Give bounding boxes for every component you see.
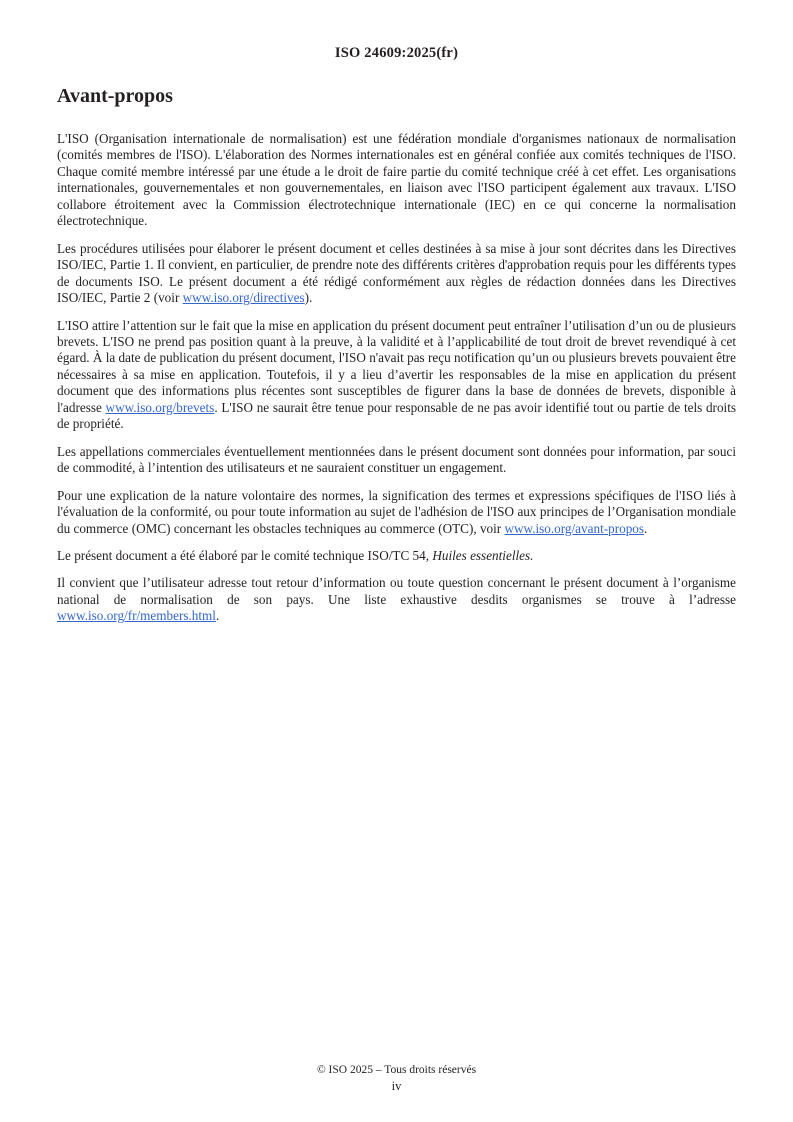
copyright-notice: © ISO 2025 – Tous droits réservés xyxy=(316,1064,477,1076)
running-header xyxy=(0,0,793,62)
section-title: Avant-propos xyxy=(57,85,173,107)
document-reference: ISO 24609:2025(fr) xyxy=(334,45,459,61)
paragraph-7 xyxy=(57,575,736,624)
paragraph-text: . xyxy=(644,520,648,536)
paragraph-text: Pour une explication de la nature volontaire des normes, la signification des termes et expressions spécifiques de l'ISO liés à l'évaluation de la conformité, ou pour toute information au sujet de l'adhésion de l'ISO aux principes de l’Organisation mondiale du commerce (OMC) concernant les obstacles techniques au commerce (OTC), voir xyxy=(57,487,736,536)
paragraph-text: Le présent document a été élaboré par le comité technique ISO/TC 54, xyxy=(57,547,433,563)
paragraph-text: Les appellations commerciales éventuellement mentionnées dans le présent document sont données pour information, par souci de commodité, à l’intention des utilisateurs et ne sauraient constituer un engagement. xyxy=(57,443,736,476)
link-www-iso-org-avant-propos[interactable]: www.iso.org/avant-propos xyxy=(504,520,645,536)
paragraph-6 xyxy=(57,548,736,564)
paragraph-text: . L'ISO ne saurait être tenue pour responsable de ne pas avoir identifié tout ou partie de tels droits de propriété. xyxy=(57,399,736,432)
paragraph-4 xyxy=(57,444,736,477)
link-www-iso-org-fr-members-html[interactable]: www.iso.org/fr/members.html xyxy=(57,608,216,624)
paragraph-1 xyxy=(57,131,736,230)
page-footer xyxy=(0,1064,793,1094)
paragraph-list xyxy=(57,131,736,625)
italic-text: Huiles essentielles. xyxy=(432,547,534,563)
paragraph-text: Les procédures utilisées pour élaborer le présent document et celles destinées à sa mise à jour sont décrites dans les Directives ISO/IEC, Partie 1. Il convient, en particulier, de prendre note des différents critères d'approbation requis pour les différents types de documents ISO. Le présent document a été rédigé conformément aux règles de rédaction données dans les Directives ISO/IEC, Partie 2 (voir xyxy=(57,240,736,306)
paragraph-2 xyxy=(57,241,736,307)
paragraph-text: L'ISO (Organisation internationale de normalisation) est une fédération mondiale d'organismes nationaux de normalisation (comités membres de l'ISO). L'élaboration des Normes internationales est en général confiée aux comités techniques de l'ISO. Chaque comité membre intéressé par une étude a le droit de faire partie du comité technique créé à cet effet. Les organisations internationales, gouvernementales et non gouvernementales, en liaison avec l'ISO participent également aux travaux. L'ISO collabore étroitement avec la Commission électrotechnique internationale (IEC) en ce qui concerne la normalisation électrotechnique. xyxy=(57,131,736,229)
link-www-iso-org-directives[interactable]: www.iso.org/directives xyxy=(182,290,305,306)
foreword-section xyxy=(57,85,736,625)
paragraph-5 xyxy=(57,488,736,537)
link-www-iso-org-brevets[interactable]: www.iso.org/brevets xyxy=(105,399,215,415)
page-number: iv xyxy=(391,1079,402,1093)
paragraph-3 xyxy=(57,318,736,433)
paragraph-text: ). xyxy=(304,290,313,306)
paragraph-text: . xyxy=(215,608,220,624)
paragraph-text: L'ISO attire l’attention sur le fait que la mise en application du présent document peut entraîner l’utilisation d’un ou de plusieurs brevets. L'ISO ne prend pas position quant à la preuve, à la validité et à l’applicabilité de tout droit de brevet revendiqué à cet égard. À la date de publication du présent document, l'ISO n'avait pas reçu notification qu’un ou plusieurs brevets pouvaient être nécessaires à sa mise en application. Toutefois, il y a lieu d’avertir les responsables de la mise en application du présent document que des informations plus récentes sont susceptibles de figurer dans la base de données de brevets, disponible à l'adresse xyxy=(57,317,736,415)
paragraph-text: Il convient que l’utilisateur adresse tout retour d’information ou toute question concernant le présent document à l’organisme national de normalisation de son pays. Une liste exhaustive desdits organismes se trouve à l’adresse xyxy=(57,575,736,607)
